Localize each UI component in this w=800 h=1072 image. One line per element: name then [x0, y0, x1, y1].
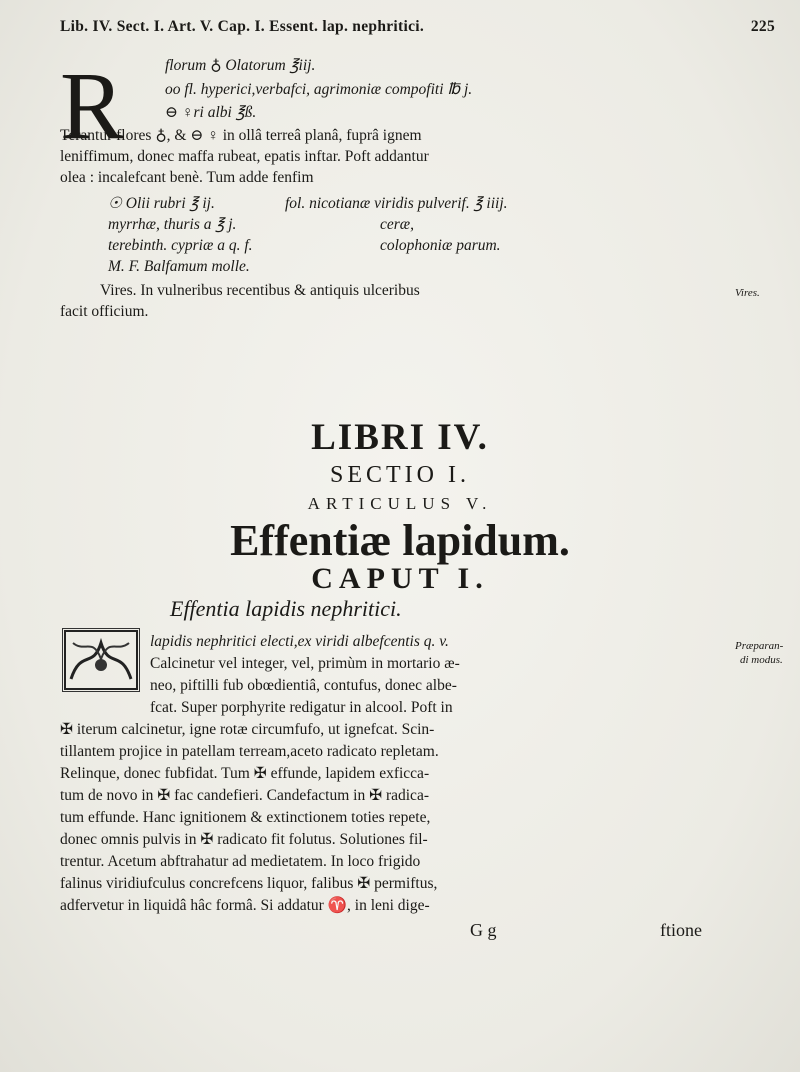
- paragraph-2-line-11: trentur. Acetum abftrahatur ad medietatem. In loco frigido: [60, 853, 421, 870]
- paragraph-2-line-9: tum effunde. Hanc ignitionem & extinctionem toties repete,: [60, 809, 431, 826]
- page-number: 225: [750, 18, 775, 35]
- recipe-2-left-3: terebinth. cypriæ a q. f.: [108, 237, 253, 254]
- paragraph-2-line-2: Calcinetur vel integer, vel, primùm in mortario æ-: [150, 655, 460, 672]
- paragraph-2-line-4: fcat. Super porphyrite redigatur in alcool. Poft in: [150, 699, 453, 716]
- decorated-initial-ornament: [62, 628, 140, 692]
- chapter-title: Effentia lapidis nephritici.: [170, 596, 402, 621]
- recipe-line-3: ⊖ ♀ri albi ℥ß.: [165, 104, 257, 121]
- vires-line-1: Vires. In vulneribus recentibus & antiquis ulceribus: [100, 282, 420, 299]
- paragraph-2-line-8: tum de novo in ✠ fac candefieri. Candefactum in ✠ radica-: [60, 787, 429, 804]
- paragraph-2-line-12: falinus viridiufculus concrefcens liquor, falibus ✠ permiftus,: [60, 875, 438, 892]
- recipe-2-left-1: ☉ Olii rubri ℥ ij.: [108, 195, 215, 212]
- margin-note-1: Præparan-: [735, 640, 784, 652]
- paragraph-2-line-3: neo, piftilli fub obœdientiâ, contufus, donec albe-: [150, 677, 457, 694]
- margin-note-2: di modus.: [740, 654, 783, 666]
- paragraph-1-line-3: olea : incalefcant benè. Tum adde fenfim: [60, 169, 314, 186]
- signature-mark: G g: [470, 920, 497, 940]
- article-heading: ARTICULUS V.: [307, 494, 493, 513]
- vires-line-2: facit officium.: [60, 303, 149, 320]
- paragraph-2-line-6: tillantem projice in patellam terream,aceto radicato repletam.: [60, 743, 439, 760]
- paragraph-2-line-5: ✠ iterum calcinetur, igne rotæ circumfufo, ut ignefcat. Scin-: [60, 721, 435, 738]
- chapter-heading: CAPUT I.: [311, 562, 489, 595]
- vires-margin-note: Vires.: [735, 287, 760, 299]
- recipe-2-right-2: ceræ,: [380, 216, 415, 233]
- paragraph-2-line-1: lapidis nephritici electi,ex viridi albefcentis q. v.: [150, 633, 449, 650]
- recipe-2-left-4: M. F. Balfamum molle.: [108, 258, 250, 275]
- paragraph-1-line-2: leniffimum, donec maffa rubeat, epatis inftar. Poft addantur: [60, 148, 429, 165]
- paragraph-1-line-1: Terantur flores ♁, & ⊖ ♀ in ollâ terreâ planâ, fuprâ ignem: [60, 127, 422, 144]
- paragraph-2-line-7: Relinque, donec fubfidat. Tum ✠ effunde, lapidem exficca-: [60, 765, 430, 782]
- drop-cap-letter: R: [60, 52, 125, 159]
- recipe-line-1: florum ♁ Olatorum ℥iij.: [165, 57, 316, 74]
- catchword: ftione: [660, 920, 702, 940]
- running-head: [60, 18, 775, 36]
- recipe-2-right-1: fol. nicotianæ viridis pulverif. ℥ iiij.: [285, 195, 508, 212]
- paragraph-2-line-10: donec omnis pulvis in ✠ radicato fit folutus. Solutiones fil-: [60, 831, 428, 848]
- paragraph-2-line-13: adfervetur in liquidâ hâc formâ. Si addatur ♈, in leni dige-: [60, 897, 430, 914]
- section-heading: SECTIO I.: [330, 462, 470, 488]
- recipe-line-2: oo fl. hyperici,verbafci, agrimoniæ compofiti ℔ j.: [165, 81, 473, 98]
- article-title: Effentiæ lapidum.: [230, 516, 570, 565]
- recipe-2-left-2: myrrhæ, thuris a ℥ j.: [108, 216, 237, 233]
- recipe-2-right-3: colophoniæ parum.: [380, 237, 501, 254]
- book-heading: LIBRI IV.: [311, 417, 489, 458]
- ornament-icon: [63, 629, 139, 691]
- running-head-title: Lib. IV. Sect. I. Art. V. Cap. I. Essent. lap. nephritici.: [60, 18, 425, 35]
